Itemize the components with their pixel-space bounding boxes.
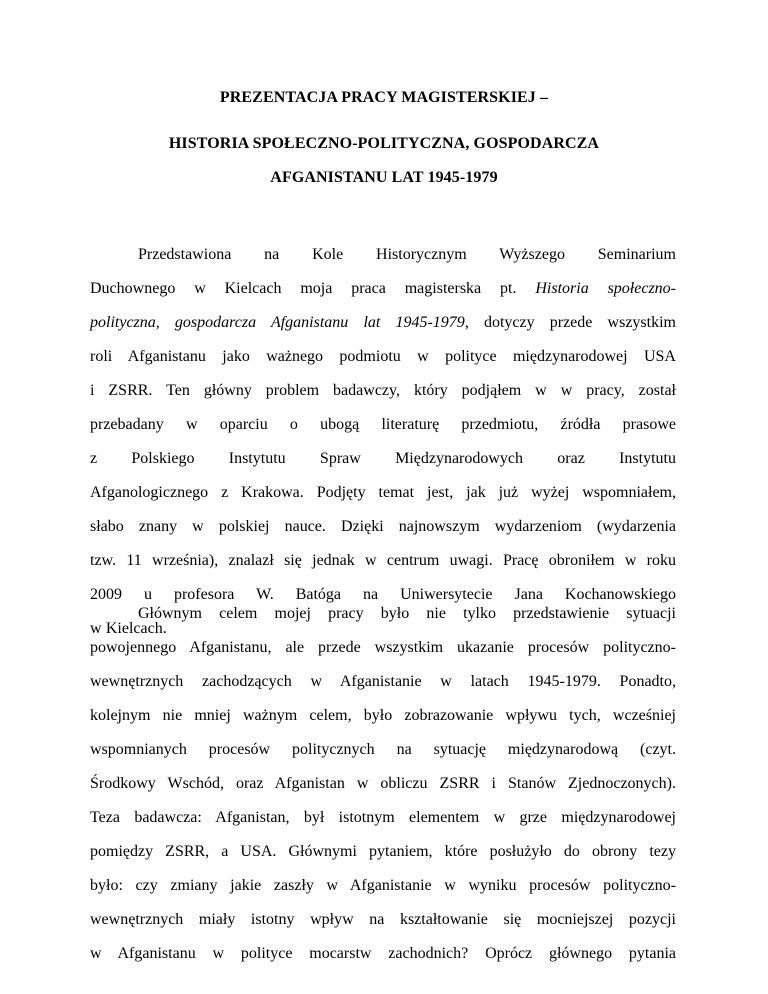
document-title-line-1: PREZENTACJA PRACY MAGISTERSKIEJ – (219, 89, 549, 106)
paragraph-2-line: wewnętrznych zachodzących w Afganistanie w latach 1945-1979. Ponadto, (90, 673, 676, 690)
paragraph-1-line: przebadany w oparciu o ubogą literaturę przedmiotu, źródła prasowe (90, 416, 676, 433)
thesis-title-italic: Historia społeczno- (535, 280, 677, 297)
paragraph-1-line: z Polskiego Instytutu Spraw Międzynarodowych oraz Instytutu (90, 450, 676, 467)
paragraph-1-line: 2009 u profesora W. Batóga na Uniwersytecie Jana Kochanowskiego (90, 586, 676, 603)
paragraph-1-line (90, 272, 676, 306)
thesis-title-italic: polityczna, gospodarcza Afganistanu lat 1945-1979 (90, 314, 465, 331)
paragraph-2-line: wewnętrznych miały istotny wpływ na kształtowanie się mocniejszej pozycji (90, 911, 676, 928)
paragraph-1-line: Przedstawiona na Kole Historycznym Wyższego Seminarium (138, 246, 676, 263)
paragraph-2-line: było: czy zmiany jakie zaszły w Afganistanie w wyniku procesów polityczno- (90, 877, 676, 894)
paragraph-1-line: i ZSRR. Ten główny problem badawczy, który podjąłem w w pracy, został (90, 382, 676, 399)
paragraph-1-text: Duchownego w Kielcach moja praca magisterska pt. (90, 280, 536, 297)
paragraph-1-text: , dotyczy przede wszystkim (464, 314, 676, 331)
paragraph-2-line: powojennego Afganistanu, ale przede wszystkim ukazanie procesów polityczno- (90, 639, 676, 656)
paragraph-2-line: kolejnym nie mniej ważnym celem, było zobrazowanie wpływu tych, wcześniej (90, 707, 676, 724)
paragraph-2-line: Teza badawcza: Afganistan, był istotnym elementem w grze międzynarodowej (90, 809, 676, 826)
paragraph-2 (90, 597, 676, 971)
paragraph-2-line: pomiędzy ZSRR, a USA. Głównymi pytaniem, które posłużyło do obrony tezy (90, 843, 676, 860)
paragraph-2-line: w Afganistanu w polityce mocarstw zachodnich? Oprócz głównego pytania (90, 945, 676, 962)
paragraph-1-line (90, 306, 676, 340)
paragraph-1 (90, 238, 676, 646)
paragraph-2-line: wspomnianych procesów politycznych na sytuację międzynarodową (czyt. (90, 741, 676, 758)
document-title-line-3: AFGANISTANU LAT 1945-1979 (270, 169, 498, 186)
document-title-line-2: HISTORIA SPOŁECZNO-POLITYCZNA, GOSPODARCZA (168, 135, 600, 152)
paragraph-1-line: w Kielcach. (90, 620, 167, 637)
paragraph-1-line: słabo znany w polskiej nauce. Dzięki najnowszym wydarzeniom (wydarzenia (90, 518, 676, 535)
paragraph-1-line: tzw. 11 września), znalazł się jednak w centrum uwagi. Pracę obroniłem w roku (90, 552, 676, 569)
paragraph-2-line: Głównym celem mojej pracy było nie tylko przedstawienie sytuacji (138, 605, 676, 622)
paragraph-2-line: Środkowy Wschód, oraz Afganistan w obliczu ZSRR i Stanów Zjednoczonych). (90, 775, 676, 792)
paragraph-1-line: Afganologicznego z Krakowa. Podjęty temat jest, jak już wyżej wspomniałem, (90, 484, 676, 501)
paragraph-1-line: roli Afganistanu jako ważnego podmiotu w polityce międzynarodowej USA (90, 348, 676, 365)
